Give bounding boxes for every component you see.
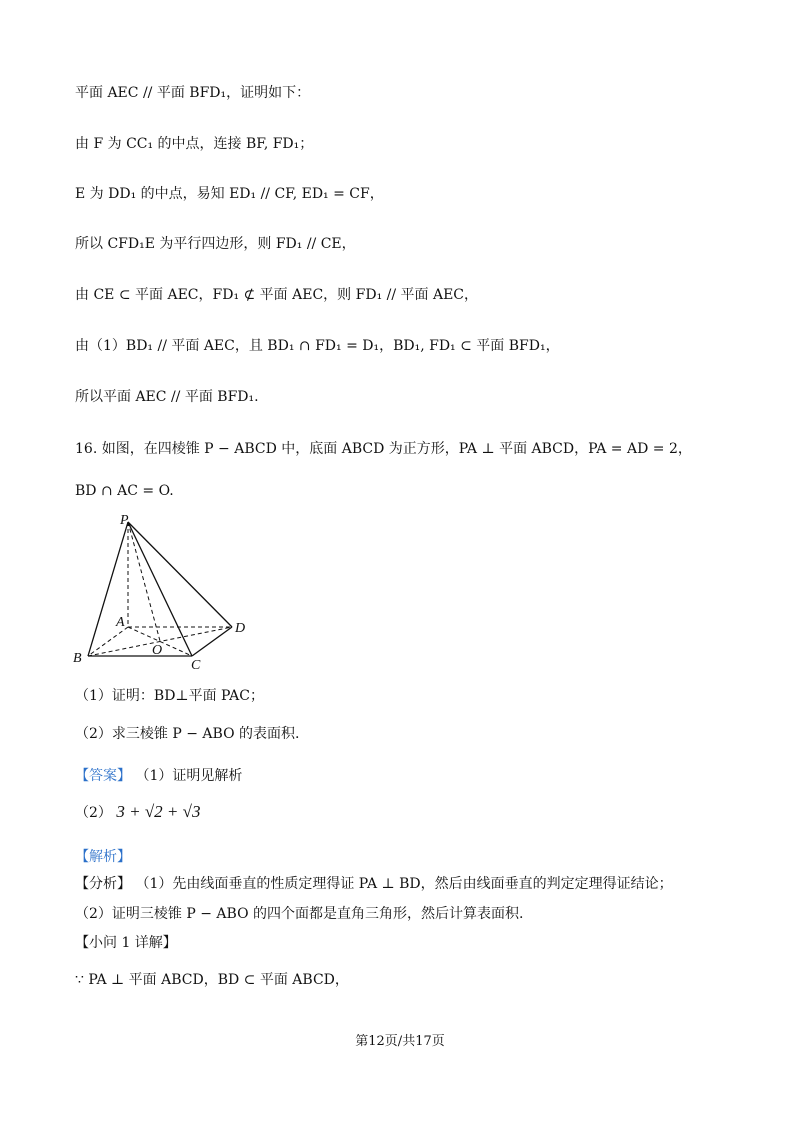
edge-PO [128,522,160,641]
solution-line-1: ∵ PA ⊥ 平面 ABCD，BD ⊂ 平面 ABCD， [75,972,349,988]
question-2: （2）求三棱锥 P − ABO 的表面积. [75,726,300,742]
subquestion-1-tag: 【小问 1 详解】 [75,935,177,951]
label-C: C [191,658,201,670]
answer-part2-expr: 3 + √2 + √3 [116,802,201,821]
proof-line-2: 由 F 为 CC₁ 的中点，连接 BF, FD₁； [75,136,314,152]
proof-line-1: 平面 AEC // 平面 BFD₁，证明如下： [75,85,311,101]
analysis-line-1 [75,874,673,894]
answer-part1: （1）证明见解析 [135,768,243,784]
edge-AB [88,627,128,656]
page-footer: 第12页/共17页 [355,1034,445,1049]
analysis-line-2: （2）证明三棱锥 P − ABO 的四个面都是直角三角形，然后计算表面积. [75,906,524,922]
label-A: A [116,615,125,630]
problem-16-condition: BD ∩ AC = O. [75,483,174,499]
edge-PD [128,522,232,627]
proof-line-3: E 为 DD₁ 的中点，易知 ED₁ // CF, ED₁ = CF， [75,186,384,202]
answer-part2-prefix: （2） [75,805,112,821]
proof-line-6: 由（1）BD₁ // 平面 AEC，且 BD₁ ∩ FD₁ = D₁，BD₁, FD₁ ⊂ 平面 BFD₁， [75,338,560,354]
question-1: （1）证明：BD⊥平面 PAC； [75,688,264,704]
pyramid-diagram [70,510,260,670]
answer-line-1 [75,766,242,786]
label-B: B [73,651,82,666]
proof-line-7: 所以平面 AEC // 平面 BFD₁. [75,389,259,405]
label-O: O [152,643,163,658]
answer-tag: 【答案】 [75,768,131,784]
edge-PC [128,522,192,656]
label-P: P [120,513,129,528]
proof-line-5: 由 CE ⊂ 平面 AEC，FD₁ ⊄ 平面 AEC，则 FD₁ // 平面 AEC， [75,287,479,303]
proof-line-4: 所以 CFD₁E 为平行四边形，则 FD₁ // CE， [75,236,356,252]
fenxi-1: （1）先由线面垂直的性质定理得证 PA ⊥ BD，然后由线面垂直的判定定理得证结论； [135,876,673,892]
problem-16-statement: 16. 如图，在四棱锥 P − ABCD 中，底面 ABCD 为正方形，PA ⊥ 平面 ABCD，PA = AD = 2， [75,441,692,457]
analysis-tag: 【解析】 [75,849,131,865]
edge-PB [88,522,128,656]
answer-line-2 [75,802,200,823]
pyramid-figure [70,510,260,670]
fenxi-tag: 【分析】 [75,876,131,892]
label-D: D [235,621,246,636]
